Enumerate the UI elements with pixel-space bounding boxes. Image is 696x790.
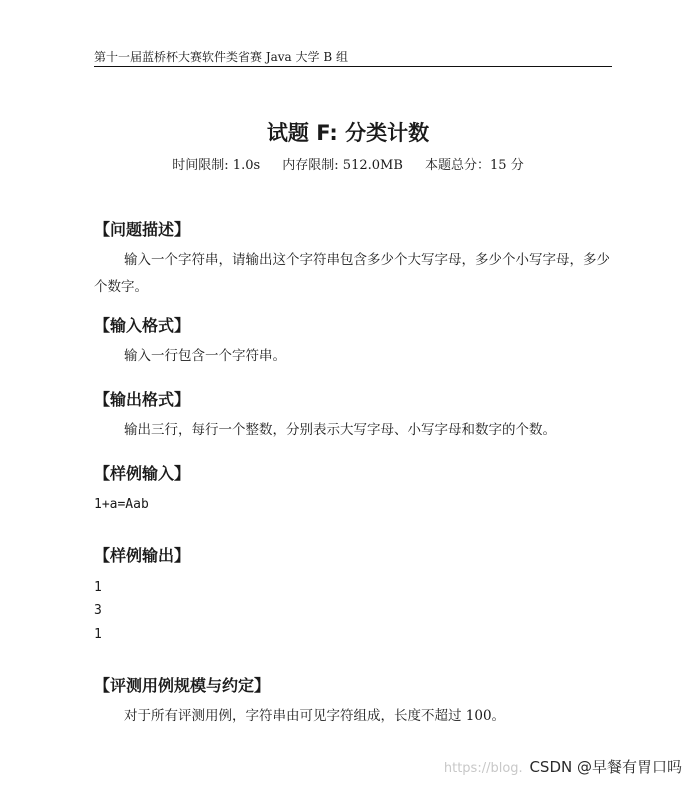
sample-output-line: 1 (94, 580, 102, 595)
constraints-heading: 【评测用例规模与约定】 (94, 676, 271, 695)
constraints-text: 对于所有评测用例，字符串由可见字符组成，长度不超过 100。 (124, 708, 506, 724)
sample-output-line: 1 (94, 627, 102, 642)
sample-input-heading: 【样例输入】 (94, 464, 191, 483)
time-limit: 时间限制: 1.0s (172, 158, 261, 173)
sample-output-heading: 【样例输出】 (94, 546, 191, 565)
description-heading: 【问题描述】 (94, 220, 191, 239)
page-header: 第十一届蓝桥杯大赛软件类省赛 Java 大学 B 组 (94, 48, 612, 67)
output-format-text: 输出三行，每行一个整数，分别表示大写字母、小写字母和数字的个数。 (124, 422, 556, 438)
total-score: 本题总分：15 分 (425, 158, 524, 173)
watermark-brand: CSDN @早餐有胃口吗 (529, 758, 682, 776)
sample-output-line: 3 (94, 603, 102, 618)
description-text: 输入一个字符串，请输出这个字符串包含多少个大写字母，多少个小写字母，多少个数字。 (94, 252, 610, 295)
input-format-heading: 【输入格式】 (94, 316, 191, 335)
input-format-text: 输入一行包含一个字符串。 (124, 348, 286, 364)
sample-input-line: 1+a=Aab (94, 497, 149, 512)
problem-title: 试题 F: 分类计数 (266, 121, 430, 145)
output-format-heading: 【输出格式】 (94, 390, 191, 409)
memory-limit: 内存限制: 512.0MB (282, 158, 403, 173)
watermark-url: https://blog. (443, 761, 523, 776)
csdn-watermark (444, 756, 682, 780)
problem-limits (0, 156, 696, 176)
